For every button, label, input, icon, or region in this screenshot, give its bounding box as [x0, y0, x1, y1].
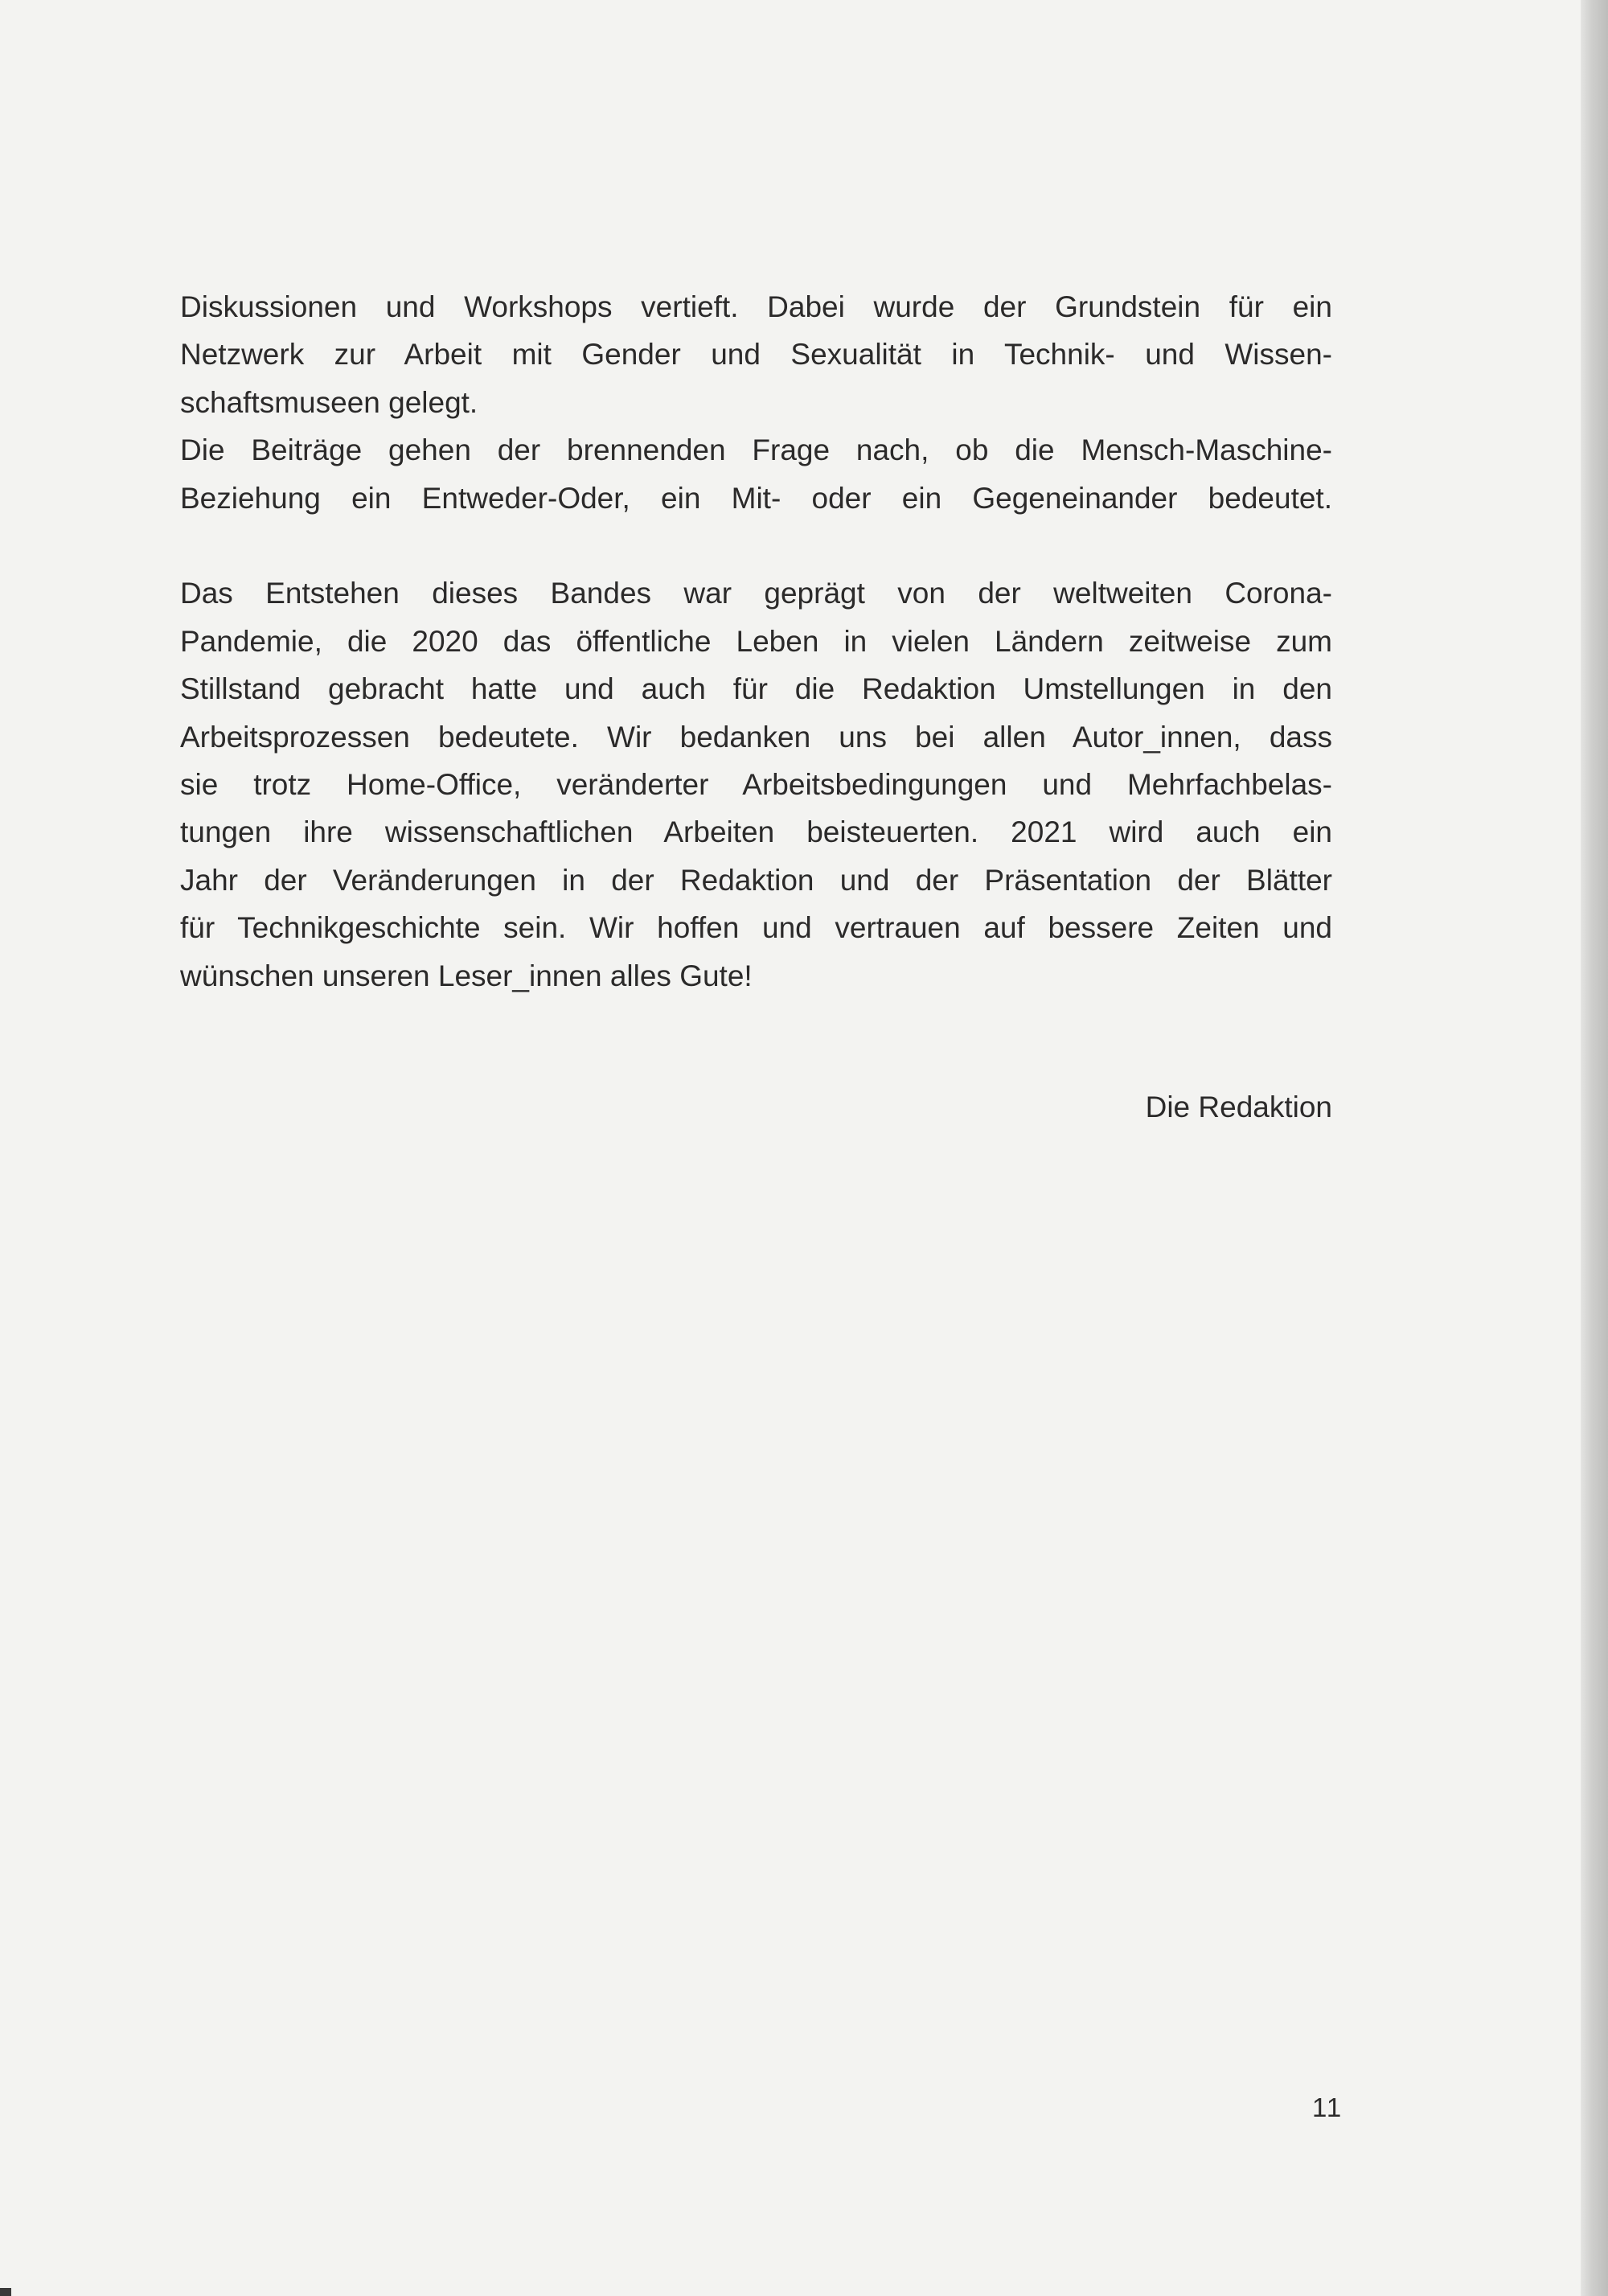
text-line: wünschen unseren Leser_innen alles Gute!: [180, 959, 753, 992]
text-line: Diskussionen und Workshops vertieft. Dabei wurde der Grundstein für ein: [180, 290, 1332, 323]
text-line: Pandemie, die 2020 das öffentliche Leben in vielen Ländern zeitweise zum: [180, 624, 1332, 658]
text-line: Arbeitsprozessen bedeutete. Wir bedanken uns bei allen Autor_innen, dass: [180, 720, 1332, 754]
page-edge-shadow: [1581, 0, 1608, 2296]
text-line: tungen ihre wissenschaftlichen Arbeiten beisteuerten. 2021 wird auch ein: [180, 815, 1332, 849]
text-line: Netzwerk zur Arbeit mit Gender und Sexualität in Technik- und Wissen-: [180, 338, 1332, 372]
paragraph-2: [180, 569, 1332, 1000]
text-line: Jahr der Veränderungen in der Redaktion und der Präsentation der Blätter: [180, 863, 1332, 897]
paragraph-1: [180, 283, 1332, 522]
text-line: Das Entstehen dieses Bandes war geprägt von der weltweiten Corona-: [180, 577, 1332, 610]
text-line: schaftsmuseen gelegt.: [180, 385, 478, 419]
text-line: Stillstand gebracht hatte und auch für die Redaktion Umstellungen in den: [180, 672, 1332, 706]
body-text: [180, 283, 1332, 1000]
signature: Die Redaktion: [1145, 1090, 1332, 1123]
page-number: 11: [1312, 2093, 1343, 2122]
text-line: Die Beiträge gehen der brennenden Frage nach, ob die Mensch-Maschine-: [180, 433, 1332, 467]
scan-corner: [0, 2288, 11, 2296]
text-line: Beziehung ein Entweder-Oder, ein Mit- oder ein Gegeneinander bedeutet.: [180, 481, 1332, 515]
text-line: für Technikgeschichte sein. Wir hoffen und vertrauen auf bessere Zeiten und: [180, 911, 1332, 945]
text-line: sie trotz Home-Office, veränderter Arbeitsbedingungen und Mehrfachbelas-: [180, 768, 1332, 802]
